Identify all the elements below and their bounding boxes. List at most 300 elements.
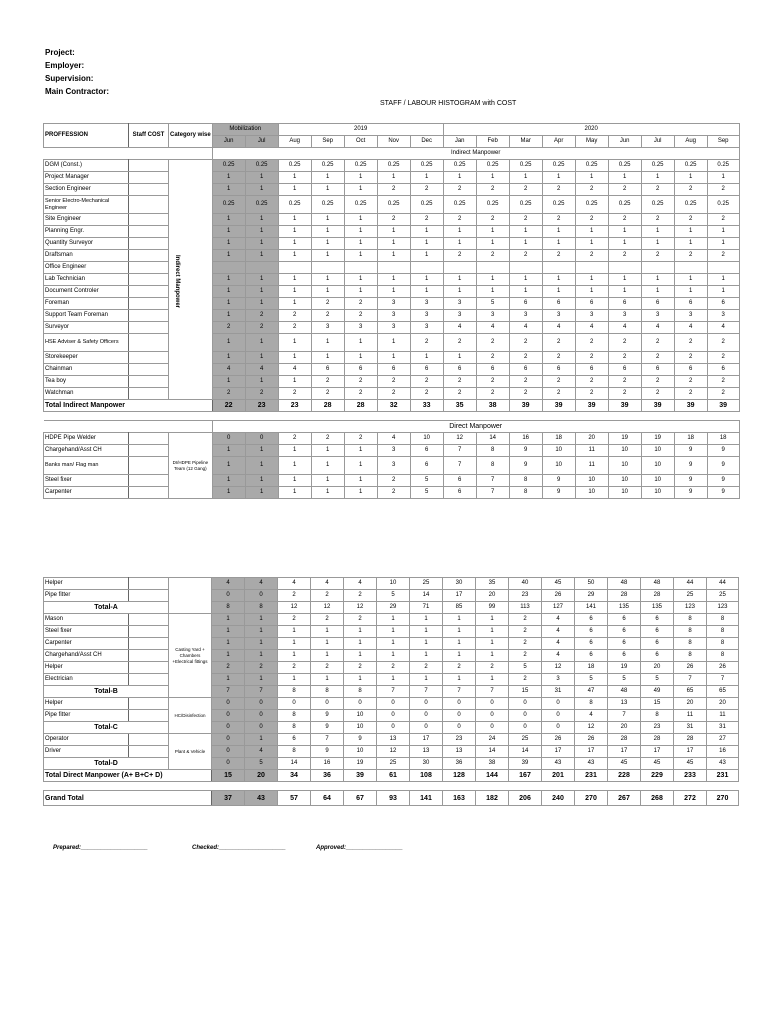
row-label: Total Indirect Manpower <box>44 400 213 412</box>
value-cell: 1 <box>443 626 476 638</box>
value-cell: 6 <box>641 650 674 662</box>
staff-cost-cell <box>129 172 169 184</box>
value-cell: 1 <box>278 274 311 286</box>
value-cell: 4 <box>641 322 674 334</box>
value-cell: 2 <box>575 388 608 400</box>
col-category: Category wise <box>169 124 213 148</box>
month-header: May <box>575 136 608 148</box>
value-cell: 45 <box>608 758 641 770</box>
value-cell: 6 <box>608 638 641 650</box>
value-cell: 0.25 <box>542 196 575 214</box>
value-cell: 2 <box>278 662 311 674</box>
value-cell: 4 <box>476 322 509 334</box>
value-cell: 1 <box>443 638 476 650</box>
value-cell: 19 <box>608 662 641 674</box>
value-cell: 141 <box>410 791 443 806</box>
value-cell: 1 <box>278 286 311 298</box>
table-row <box>44 376 740 388</box>
value-cell: 1 <box>212 172 245 184</box>
value-cell: 3 <box>476 310 509 322</box>
staff-cost-cell <box>129 487 169 499</box>
value-cell: 2 <box>377 376 410 388</box>
value-cell: 6 <box>542 298 575 310</box>
value-cell: 2 <box>476 250 509 262</box>
value-cell: 2 <box>311 662 344 674</box>
value-cell: 28 <box>311 400 344 412</box>
row-label: Chargehand/Asst CH <box>44 445 129 457</box>
row-label: Pipe fitter <box>44 590 129 602</box>
value-cell: 9 <box>707 445 739 457</box>
value-cell: 1 <box>476 638 509 650</box>
value-cell: 31 <box>542 686 575 698</box>
staff-cost-cell <box>129 334 169 352</box>
value-cell: 1 <box>641 286 674 298</box>
value-cell: 2 <box>674 214 707 226</box>
staff-cost-cell <box>129 590 169 602</box>
value-cell <box>575 262 608 274</box>
value-cell: 2 <box>707 250 739 262</box>
value-cell: 1 <box>476 274 509 286</box>
value-cell: 1 <box>212 298 245 310</box>
value-cell: 39 <box>509 400 542 412</box>
value-cell: 240 <box>542 791 575 806</box>
subtotal-row <box>44 602 739 614</box>
value-cell: 2 <box>476 334 509 352</box>
value-cell: 9 <box>311 722 344 734</box>
value-cell: 1 <box>377 650 410 662</box>
row-label: Helper <box>44 698 129 710</box>
value-cell: 10 <box>575 487 608 499</box>
value-cell: 12 <box>377 746 410 758</box>
value-cell: 7 <box>707 674 739 686</box>
value-cell: 1 <box>278 352 311 364</box>
value-cell: 1 <box>377 626 410 638</box>
value-cell: 1 <box>278 638 311 650</box>
value-cell: 1 <box>212 238 245 250</box>
value-cell: 1 <box>344 238 377 250</box>
value-cell: 113 <box>509 602 542 614</box>
value-cell: 1 <box>443 674 476 686</box>
value-cell: 2 <box>509 388 542 400</box>
value-cell: 1 <box>344 638 377 650</box>
value-cell: 270 <box>575 791 608 806</box>
value-cell: 22 <box>212 400 245 412</box>
value-cell: 1 <box>509 274 542 286</box>
value-cell: 28 <box>344 400 377 412</box>
value-cell: 20 <box>641 662 674 674</box>
value-cell: 1 <box>410 674 443 686</box>
value-cell: 1 <box>344 674 377 686</box>
value-cell: 2 <box>509 250 542 262</box>
value-cell: 5 <box>641 674 674 686</box>
table-row <box>44 238 740 250</box>
value-cell: 1 <box>311 445 344 457</box>
value-cell: 0 <box>212 698 245 710</box>
value-cell: 1 <box>377 226 410 238</box>
value-cell: 1 <box>476 238 509 250</box>
value-cell: 1 <box>410 650 443 662</box>
category-cell: Casting Yard + Chambers +Electrical fittings <box>169 614 212 698</box>
value-cell <box>245 262 278 274</box>
value-cell: 1 <box>278 250 311 262</box>
value-cell: 228 <box>608 770 641 782</box>
value-cell: 6 <box>476 364 509 376</box>
value-cell: 0 <box>410 710 443 722</box>
value-cell: 1 <box>641 238 674 250</box>
value-cell: 6 <box>707 298 739 310</box>
value-cell: 0 <box>476 710 509 722</box>
value-cell: 1 <box>377 172 410 184</box>
value-cell <box>344 262 377 274</box>
value-cell: 44 <box>707 578 739 590</box>
value-cell: 8 <box>509 475 542 487</box>
value-cell: 13 <box>443 746 476 758</box>
value-cell: 4 <box>542 650 575 662</box>
value-cell: 5 <box>377 590 410 602</box>
value-cell: 2 <box>311 388 344 400</box>
value-cell: 3 <box>443 310 476 322</box>
value-cell: 2 <box>278 590 311 602</box>
value-cell: 1 <box>311 286 344 298</box>
value-cell: 18 <box>542 433 575 445</box>
value-cell: 2 <box>344 614 377 626</box>
value-cell: 1 <box>212 457 245 475</box>
value-cell: 1 <box>674 274 707 286</box>
row-label: Chainman <box>44 364 129 376</box>
value-cell: 3 <box>377 457 410 475</box>
value-cell: 17 <box>608 746 641 758</box>
value-cell: 14 <box>476 746 509 758</box>
value-cell: 1 <box>707 286 739 298</box>
value-cell: 13 <box>410 746 443 758</box>
value-cell: 1 <box>212 250 245 262</box>
value-cell: 2 <box>410 662 443 674</box>
value-cell: 0.25 <box>608 196 641 214</box>
value-cell: 7 <box>608 710 641 722</box>
value-cell: 6 <box>542 364 575 376</box>
row-label: Total-C <box>44 722 169 734</box>
value-cell: 135 <box>641 602 674 614</box>
value-cell: 17 <box>674 746 707 758</box>
value-cell: 1 <box>278 214 311 226</box>
value-cell: 15 <box>212 770 245 782</box>
value-cell: 0 <box>410 698 443 710</box>
value-cell: 2 <box>476 662 509 674</box>
value-cell: 14 <box>278 758 311 770</box>
value-cell: 1 <box>278 226 311 238</box>
value-cell: 3 <box>410 298 443 310</box>
row-label: Office Engineer <box>44 262 129 274</box>
value-cell: 0.25 <box>245 196 278 214</box>
table-row <box>44 274 740 286</box>
value-cell: 43 <box>542 758 575 770</box>
staff-cost-cell <box>129 445 169 457</box>
value-cell: 10 <box>542 445 575 457</box>
row-label: Tea boy <box>44 376 129 388</box>
indirect-vertical-label: Indirect Manpower <box>174 255 180 309</box>
value-cell: 0.25 <box>212 196 245 214</box>
table-row <box>44 250 740 262</box>
value-cell: 1 <box>245 250 278 262</box>
value-cell: 1 <box>245 184 278 196</box>
value-cell: 0.25 <box>344 160 377 172</box>
row-label: Carpenter <box>44 487 129 499</box>
row-label: Helper <box>44 578 129 590</box>
staff-cost-cell <box>129 734 169 746</box>
value-cell: 1 <box>278 650 311 662</box>
value-cell: 1 <box>344 214 377 226</box>
table-row <box>44 698 739 710</box>
value-cell: 2 <box>443 184 476 196</box>
value-cell: 0.25 <box>410 196 443 214</box>
value-cell: 1 <box>443 226 476 238</box>
value-cell: 8 <box>278 722 311 734</box>
value-cell: 1 <box>344 184 377 196</box>
col-year-2019: 2019 <box>278 124 443 136</box>
value-cell: 2 <box>443 214 476 226</box>
value-cell: 12 <box>542 662 575 674</box>
month-header: Jun <box>212 136 245 148</box>
value-cell: 1 <box>245 650 278 662</box>
value-cell: 7 <box>245 686 278 698</box>
value-cell: 3 <box>542 674 575 686</box>
value-cell: 2 <box>707 376 739 388</box>
value-cell: 1 <box>542 226 575 238</box>
value-cell: 0 <box>212 722 245 734</box>
table-row <box>44 614 739 626</box>
value-cell: 2 <box>245 388 278 400</box>
value-cell: 25 <box>509 734 542 746</box>
value-cell: 35 <box>476 578 509 590</box>
value-cell: 0.25 <box>377 160 410 172</box>
value-cell: 0 <box>542 698 575 710</box>
value-cell: 1 <box>245 274 278 286</box>
value-cell: 2 <box>377 662 410 674</box>
value-cell: 0.25 <box>278 160 311 172</box>
value-cell: 1 <box>509 238 542 250</box>
value-cell: 10 <box>410 433 443 445</box>
value-cell: 1 <box>245 487 278 499</box>
value-cell: 0.25 <box>509 196 542 214</box>
value-cell: 2 <box>542 250 575 262</box>
value-cell: 2 <box>311 376 344 388</box>
table-row <box>44 746 739 758</box>
value-cell: 2 <box>410 388 443 400</box>
value-cell: 3 <box>377 322 410 334</box>
value-cell: 1 <box>707 238 739 250</box>
value-cell: 9 <box>674 445 707 457</box>
value-cell: 4 <box>245 578 278 590</box>
value-cell: 1 <box>344 487 377 499</box>
value-cell: 1 <box>410 250 443 262</box>
value-cell: 6 <box>443 475 476 487</box>
staff-cost-cell <box>129 388 169 400</box>
value-cell: 2 <box>641 250 674 262</box>
value-cell: 1 <box>212 184 245 196</box>
value-cell: 17 <box>443 590 476 602</box>
staff-cost-cell <box>129 746 169 758</box>
table-row <box>44 674 739 686</box>
month-header: Jul <box>245 136 278 148</box>
value-cell <box>212 262 245 274</box>
value-cell: 1 <box>476 172 509 184</box>
value-cell <box>707 262 739 274</box>
value-cell: 5 <box>575 674 608 686</box>
value-cell: 1 <box>245 286 278 298</box>
value-cell: 4 <box>542 322 575 334</box>
value-cell: 6 <box>641 626 674 638</box>
indirect-section-header: Indirect Manpower <box>212 148 739 160</box>
row-label: Operator <box>44 734 129 746</box>
value-cell: 0 <box>443 698 476 710</box>
value-cell: 10 <box>641 445 674 457</box>
value-cell: 16 <box>311 758 344 770</box>
value-cell: 0 <box>509 698 542 710</box>
table-row <box>44 734 739 746</box>
value-cell: 36 <box>443 758 476 770</box>
value-cell: 2 <box>443 662 476 674</box>
value-cell: 32 <box>377 400 410 412</box>
value-cell: 2 <box>674 352 707 364</box>
value-cell: 19 <box>608 433 641 445</box>
value-cell: 3 <box>344 322 377 334</box>
value-cell: 0 <box>443 722 476 734</box>
value-cell: 1 <box>641 226 674 238</box>
value-cell: 1 <box>212 638 245 650</box>
value-cell: 28 <box>608 590 641 602</box>
value-cell: 0 <box>212 746 245 758</box>
value-cell: 1 <box>278 298 311 310</box>
value-cell: 9 <box>707 487 739 499</box>
value-cell: 36 <box>311 770 344 782</box>
value-cell: 7 <box>443 445 476 457</box>
value-cell: 2 <box>278 614 311 626</box>
value-cell: 23 <box>245 400 278 412</box>
value-cell: 0 <box>443 710 476 722</box>
table-row <box>44 626 739 638</box>
value-cell: 1 <box>311 475 344 487</box>
row-label: Grand Total <box>44 791 212 806</box>
value-cell: 231 <box>575 770 608 782</box>
value-cell: 1 <box>344 274 377 286</box>
total-row <box>44 400 740 412</box>
value-cell: 24 <box>476 734 509 746</box>
value-cell <box>509 262 542 274</box>
month-header: Oct <box>344 136 377 148</box>
value-cell: 1 <box>344 352 377 364</box>
value-cell: 18 <box>674 433 707 445</box>
value-cell: 1 <box>278 674 311 686</box>
value-cell: 1 <box>212 650 245 662</box>
table-row <box>44 475 740 487</box>
row-label: Lab Technician <box>44 274 129 286</box>
staff-cost-cell <box>129 475 169 487</box>
value-cell: 7 <box>476 686 509 698</box>
value-cell: 1 <box>278 376 311 388</box>
value-cell: 12 <box>278 602 311 614</box>
value-cell: 25 <box>707 590 739 602</box>
value-cell: 0.25 <box>410 160 443 172</box>
value-cell: 0.25 <box>575 196 608 214</box>
value-cell: 270 <box>707 791 739 806</box>
row-label: Project Manager <box>44 172 129 184</box>
table-row <box>44 160 740 172</box>
value-cell: 12 <box>575 722 608 734</box>
value-cell: 6 <box>575 650 608 662</box>
value-cell: 16 <box>509 433 542 445</box>
value-cell: 1 <box>245 674 278 686</box>
grand-total-row <box>44 791 739 806</box>
value-cell: 61 <box>377 770 410 782</box>
value-cell: 2 <box>608 214 641 226</box>
value-cell: 3 <box>575 310 608 322</box>
value-cell: 64 <box>311 791 344 806</box>
value-cell: 4 <box>245 746 278 758</box>
value-cell: 26 <box>575 734 608 746</box>
row-label: Senior Electro-Mechanical Engineer <box>44 196 129 214</box>
value-cell: 29 <box>377 602 410 614</box>
value-cell: 8 <box>245 602 278 614</box>
value-cell: 39 <box>674 400 707 412</box>
value-cell: 0.25 <box>707 160 739 172</box>
value-cell <box>542 262 575 274</box>
value-cell: 17 <box>575 746 608 758</box>
value-cell: 28 <box>608 734 641 746</box>
value-cell: 6 <box>278 734 311 746</box>
value-cell: 1 <box>245 352 278 364</box>
value-cell: 0.25 <box>608 160 641 172</box>
value-cell: 3 <box>674 310 707 322</box>
value-cell: 7 <box>674 674 707 686</box>
value-cell: 2 <box>410 334 443 352</box>
month-header: Aug <box>278 136 311 148</box>
value-cell: 25 <box>674 590 707 602</box>
value-cell: 1 <box>245 638 278 650</box>
row-label: Electrician <box>44 674 129 686</box>
value-cell: 1 <box>542 238 575 250</box>
value-cell: 2 <box>476 388 509 400</box>
value-cell: 1 <box>443 238 476 250</box>
value-cell: 1 <box>245 445 278 457</box>
value-cell: 2 <box>344 310 377 322</box>
value-cell: 1 <box>476 614 509 626</box>
value-cell: 0 <box>377 710 410 722</box>
value-cell: 2 <box>443 334 476 352</box>
value-cell: 1 <box>443 650 476 662</box>
staff-cost-cell <box>129 674 169 686</box>
value-cell: 0.25 <box>377 196 410 214</box>
value-cell: 4 <box>575 710 608 722</box>
value-cell: 10 <box>608 445 641 457</box>
value-cell: 3 <box>608 310 641 322</box>
value-cell: 1 <box>608 172 641 184</box>
value-cell: 4 <box>542 626 575 638</box>
value-cell: 6 <box>608 626 641 638</box>
row-label: Total-D <box>44 758 169 770</box>
month-header: Dec <box>410 136 443 148</box>
value-cell: 1 <box>245 614 278 626</box>
value-cell: 10 <box>344 710 377 722</box>
value-cell: 2 <box>245 662 278 674</box>
main-contractor-label: Main Contractor: <box>45 87 109 96</box>
value-cell: 8 <box>278 746 311 758</box>
value-cell: 123 <box>707 602 739 614</box>
value-cell: 0 <box>212 433 245 445</box>
value-cell: 7 <box>476 475 509 487</box>
value-cell: 141 <box>575 602 608 614</box>
value-cell: 14 <box>476 433 509 445</box>
value-cell: 0.25 <box>278 196 311 214</box>
